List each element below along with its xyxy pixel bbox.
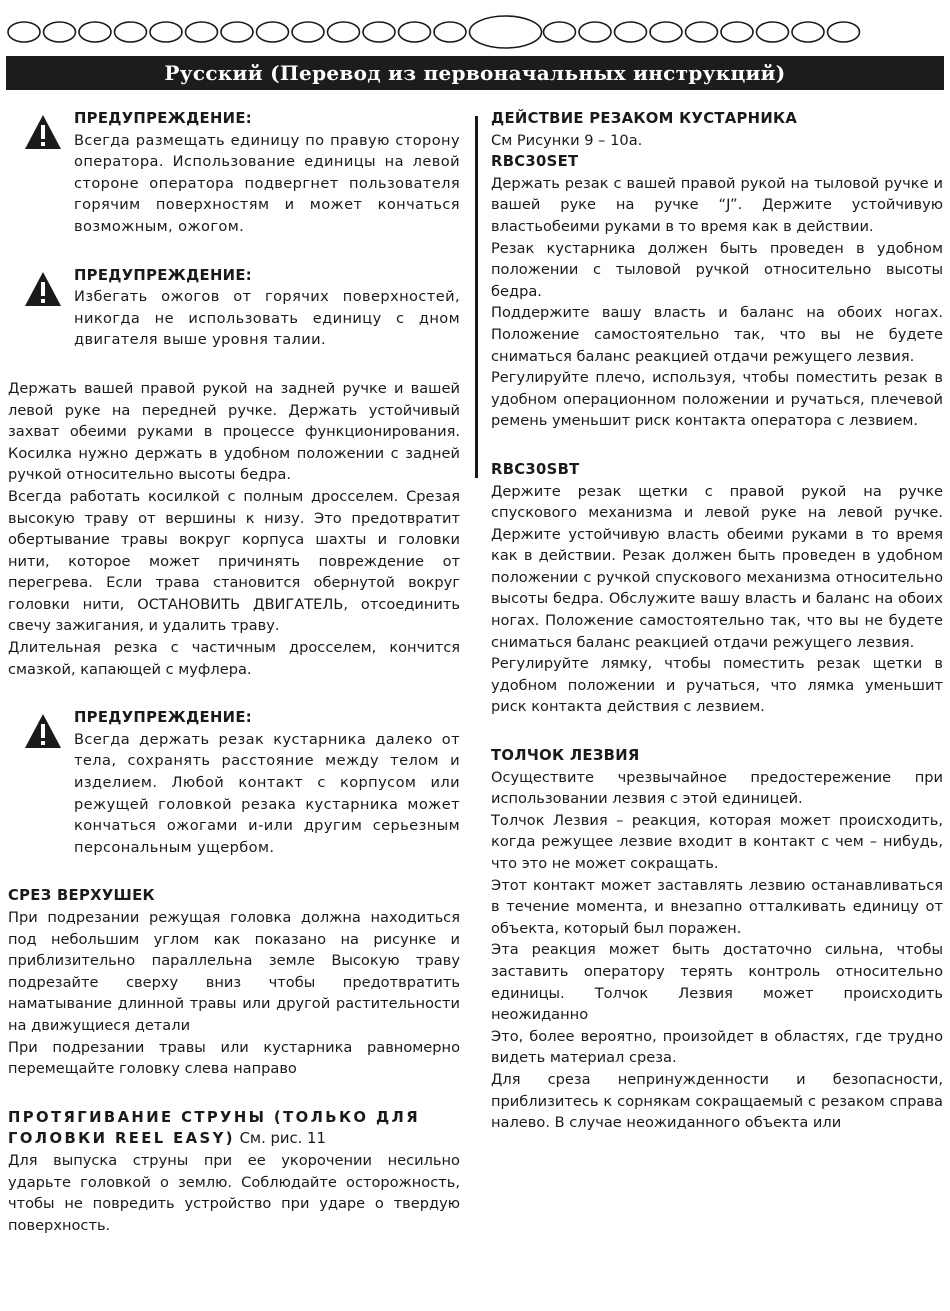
text-line: удобном положении с задней ручкой относительно (8, 444, 460, 484)
heading-figure-ref: См. рис. 11 (234, 1130, 326, 1148)
text-line: Всегда держать резак кустарника далеко (74, 730, 433, 748)
text-line: единицы на левой стороне оператора (74, 153, 460, 192)
heading-line1: ПРОТЯГИВАНИЕ СТРУНЫ (ТОЛЬКО ДЛЯ (8, 1108, 421, 1126)
text-line: Для среза непринужденности и безопасности, (491, 1070, 943, 1088)
text-line: спускового механизма относительно высоты (491, 568, 944, 608)
text-line: резак в удобном операционном положении (491, 369, 944, 408)
language-oval (615, 22, 647, 42)
section-heading-blade-thrust: ТОЛЧОК ЛЕЗВИЯ (491, 747, 640, 765)
language-oval (470, 16, 542, 48)
text-line: Держите резак щетки с правой рукой на ручке (491, 482, 943, 500)
paragraph-shoulder-strap (491, 367, 943, 432)
paragraph-balance (491, 302, 943, 367)
text-line: подвергнет пользователя горячим (74, 174, 460, 214)
warning-block-3 (8, 707, 460, 858)
text-line: удалить траву. (162, 617, 280, 635)
language-oval (257, 22, 289, 42)
language-oval (8, 22, 40, 42)
paragraph-hold-cutter (491, 173, 943, 238)
text-line: возможным, ожогом. (74, 217, 245, 235)
paragraph-hold-brush-cutter (491, 481, 943, 654)
text-line: перемещайте головку слева направо (8, 1060, 297, 1078)
warning-title: ПРЕДУПРЕЖДЕНИЕ: (74, 709, 252, 727)
text-line: при ударе о твердую поверхность. (8, 1195, 460, 1234)
language-oval (434, 22, 466, 42)
paragraph-trim-angle (8, 907, 460, 1037)
text-line: предотвратит обертывание травы вокруг корпуса (8, 509, 461, 549)
text-line: Всегда работать косилкой с полным дросселем. (8, 487, 399, 505)
text-line: руками в то время как в действии. Резак должен (491, 525, 943, 565)
text-line: Толчок Лезвия – реакция, которая может (491, 811, 831, 829)
text-line: и ручаться, плечевой ремень уменьшит риск (491, 390, 943, 430)
text-line: в контакт с чем – нибудь, что это не может (491, 833, 944, 872)
text-line: Эта реакция может быть достаточно сильна, (491, 941, 884, 959)
text-line: Срезая высокую траву от вершины к низу. Это (8, 487, 461, 527)
language-oval (363, 22, 395, 42)
text-line: траву подрезайте сверху вниз чтобы предотвратить (8, 952, 460, 991)
text-line: Резак кустарника должен быть проведен в удобном (491, 239, 943, 257)
text-line: сниматься баланс реакцией отдачи режущего (491, 347, 853, 365)
text-line: может кончаться ожогами и-или другим (74, 795, 460, 835)
text-line: растительности на движущиеся детали (8, 995, 460, 1034)
text-line: шахты и головки нити, которое может причинять (8, 531, 460, 570)
text-line: Для выпуска струны при ее укорочении несильно (8, 1151, 460, 1169)
text-line: сторону оператора. Использование (74, 131, 460, 171)
text-line: Этот контакт может заставлять лезвию (491, 876, 806, 894)
text-line: происходить, когда режущее лезвие входит (491, 811, 943, 851)
text-line: ДВИГАТЕЛЬ, отсоединить свечу зажигания, и (8, 595, 460, 635)
paragraph-hip-height (491, 238, 943, 303)
language-oval (792, 22, 824, 42)
text-line: осторожность, чтобы не повредить устройство (8, 1173, 460, 1213)
heading-line2: ГОЛОВКИ REEL EASY) (8, 1130, 235, 1148)
text-line: справа налево. В случае неожиданного объекта или (491, 1092, 943, 1132)
warning-triangle-icon (8, 108, 74, 238)
text-line: сокращать. (630, 855, 719, 872)
text-line: ударьте головкой о землю. Соблюдайте (8, 1173, 337, 1191)
language-oval (544, 22, 576, 42)
language-oval (150, 22, 182, 42)
text-line: лезвия. (856, 347, 915, 365)
text-line: под небольшим углом как показано на рисунке и (8, 930, 460, 948)
warning-block-1 (8, 108, 460, 238)
language-oval (186, 22, 218, 42)
text-line: трудно видеть материал среза. (491, 1027, 943, 1067)
language-oval (79, 22, 111, 42)
text-line: Осуществите чрезвычайное предостережение при (491, 768, 943, 786)
language-oval (721, 22, 753, 42)
text-line: повреждение от перегрева. Если трава становится (8, 552, 460, 592)
language-oval (328, 22, 360, 42)
text-line: ручке. Держите устойчивую власть обеими (491, 504, 944, 543)
language-oval (44, 22, 76, 42)
text-line: приблизительно параллельна земле Высокую (8, 952, 400, 970)
text-line: бедра. (491, 282, 542, 300)
paragraph-hold-handles (8, 378, 460, 486)
text-line: никогда не использовать единицу с дном (74, 309, 460, 327)
text-line: высоты бедра. (178, 466, 291, 484)
left-column (8, 108, 460, 1236)
text-line: происходить неожиданно (491, 984, 943, 1024)
paragraph-trim-direction (8, 1037, 460, 1080)
language-oval (650, 22, 682, 42)
warning-text (74, 130, 460, 238)
language-title-banner (6, 56, 944, 90)
text-line: или режущей головкой резака кустарника (74, 774, 460, 813)
text-line: приблизитесь к сорнякам сокращаемый с резаком (491, 1092, 885, 1110)
warning-text (74, 729, 460, 859)
text-line: останавливаться в течение момента, и внезапно (491, 876, 943, 916)
paragraph-partial-throttle (8, 637, 460, 680)
text-line: При подрезании травы или кустарника равномерно (8, 1038, 460, 1056)
section-heading-brushcutter-operation: ДЕЙСТВИЕ РЕЗАКОМ КУСТАРНИКА (491, 110, 798, 127)
text-line: Держать резак с вашей правой рукой на тыловой (491, 174, 880, 192)
text-line: использовании лезвия с этой единицей. (491, 790, 803, 808)
text-line: ручке и вашей руке на ручке “J”. Держите (491, 174, 943, 214)
paragraph-cut-direction (491, 1069, 943, 1134)
language-oval (686, 22, 718, 42)
language-oval (757, 22, 789, 42)
language-oval (828, 22, 860, 42)
text-line: быть проведен в удобном положении с ручкой (491, 547, 944, 586)
warning-title: ПРЕДУПРЕЖДЕНИЕ: (74, 110, 252, 127)
paragraph-line-release (8, 1150, 460, 1236)
text-line: и изделием. Любой контакт с корпусом (74, 752, 460, 792)
text-line: поверхностям и может кончаться (155, 196, 460, 214)
text-line: положении с тыловой ручкой относительно высоты (491, 261, 943, 279)
page-title: Русский (Перевод из первоначальных инструкций) (164, 61, 786, 85)
warning-block-2 (8, 265, 460, 351)
warning-text (74, 286, 460, 351)
text-line: от тела, сохранять расстояние между телом (74, 730, 460, 770)
text-line: чтобы заставить оператору терять контроль (491, 941, 944, 980)
text-line: не будете сниматься баланс реакцией отдачи (491, 612, 943, 651)
figure-reference: См Рисунки 9 – 10а. (491, 131, 643, 149)
text-line: серьезным персональным ущербом. (74, 817, 460, 856)
text-line: устойчивый захват обеими руками в процессе (8, 401, 461, 441)
language-oval (115, 22, 147, 42)
language-oval (579, 22, 611, 42)
text-line: Поддержите вашу власть и баланс на обоих ногах. (491, 304, 943, 322)
text-line: Регулируйте лямку, чтобы поместить резак щетки (491, 655, 923, 673)
text-line: функционирования. Косилка нужно держать в (8, 423, 460, 462)
text-line: отталкивать единицу от объекта, который был (491, 898, 943, 937)
language-oval (221, 22, 253, 42)
paragraph-likely-areas (491, 1026, 943, 1069)
section-heading-trim-tops: СРЕЗ ВЕРХУШЕК (8, 887, 155, 905)
paragraph-contact (491, 875, 943, 940)
text-line: Избегать ожогов от горячих поверхностей, (74, 288, 460, 306)
warning-triangle-icon (8, 707, 74, 858)
text-line: Положение самостоятельно так, что вы не будете (491, 325, 943, 343)
text-line: спускового механизма и левой руке на левой (491, 504, 883, 522)
paragraph-full-throttle (8, 486, 460, 637)
paragraph-reaction (491, 939, 943, 1025)
text-line: Регулируйте плечо, используя, чтобы поместить (491, 369, 878, 387)
right-column (491, 108, 943, 1134)
model-heading-rbc30sbt: RBC30SBT (491, 460, 580, 478)
text-line: кончится смазкой, капающей с муфлера. (8, 639, 461, 678)
text-line: Всегда размещать единицу по правую (74, 131, 390, 149)
text-line: Это, более вероятно, произойдет в областях, где (491, 1027, 882, 1045)
text-line: Длительная резка с частичным дросселем, (8, 639, 377, 657)
text-line: контакта оператора с лезвием. (674, 412, 918, 430)
model-heading-rbc30set: RBC30SET (491, 153, 579, 171)
text-line: ногах. Положение самостоятельно так, что вы (491, 612, 859, 630)
text-line: бедра. Обслужите вашу власть и баланс на обоих (553, 590, 944, 608)
text-line: уменьшит риск контакта действия с лезвием. (491, 676, 943, 716)
paragraph-caution (491, 767, 943, 810)
text-line: двигателя выше уровня талии. (74, 331, 327, 349)
text-line: в действии. (783, 217, 874, 235)
column-divider (475, 116, 478, 478)
text-line: обернутой вокруг головки нити, ОСТАНОВИТЬ (8, 574, 460, 613)
text-line: устойчивую властьобеими руками в то время как (491, 196, 944, 235)
text-line: режущего лезвия. (772, 633, 915, 651)
text-line: При подрезании режущая головка должна находиться (8, 909, 460, 926)
text-line: относительно единицы. Толчок Лезвия может (491, 962, 944, 1002)
language-oval (292, 22, 324, 42)
paragraph-thrust-definition (491, 810, 943, 875)
text-line: в удобном положении и ручаться, что лямка (491, 655, 944, 694)
language-oval (399, 22, 431, 42)
paragraph-harness (491, 653, 943, 718)
language-tab-ovals (6, 14, 944, 50)
warning-title: ПРЕДУПРЕЖДЕНИЕ: (74, 266, 252, 284)
warning-triangle-icon (8, 265, 74, 351)
text-line: Держать вашей правой рукой на задней ручке (8, 379, 387, 397)
text-line: поражен. (668, 919, 742, 937)
section-heading-line-feed (8, 1107, 460, 1150)
text-line: и вашей левой руке на передней ручке. Держать (8, 379, 460, 419)
text-line: наматывание длинной травы или другой (8, 995, 331, 1013)
